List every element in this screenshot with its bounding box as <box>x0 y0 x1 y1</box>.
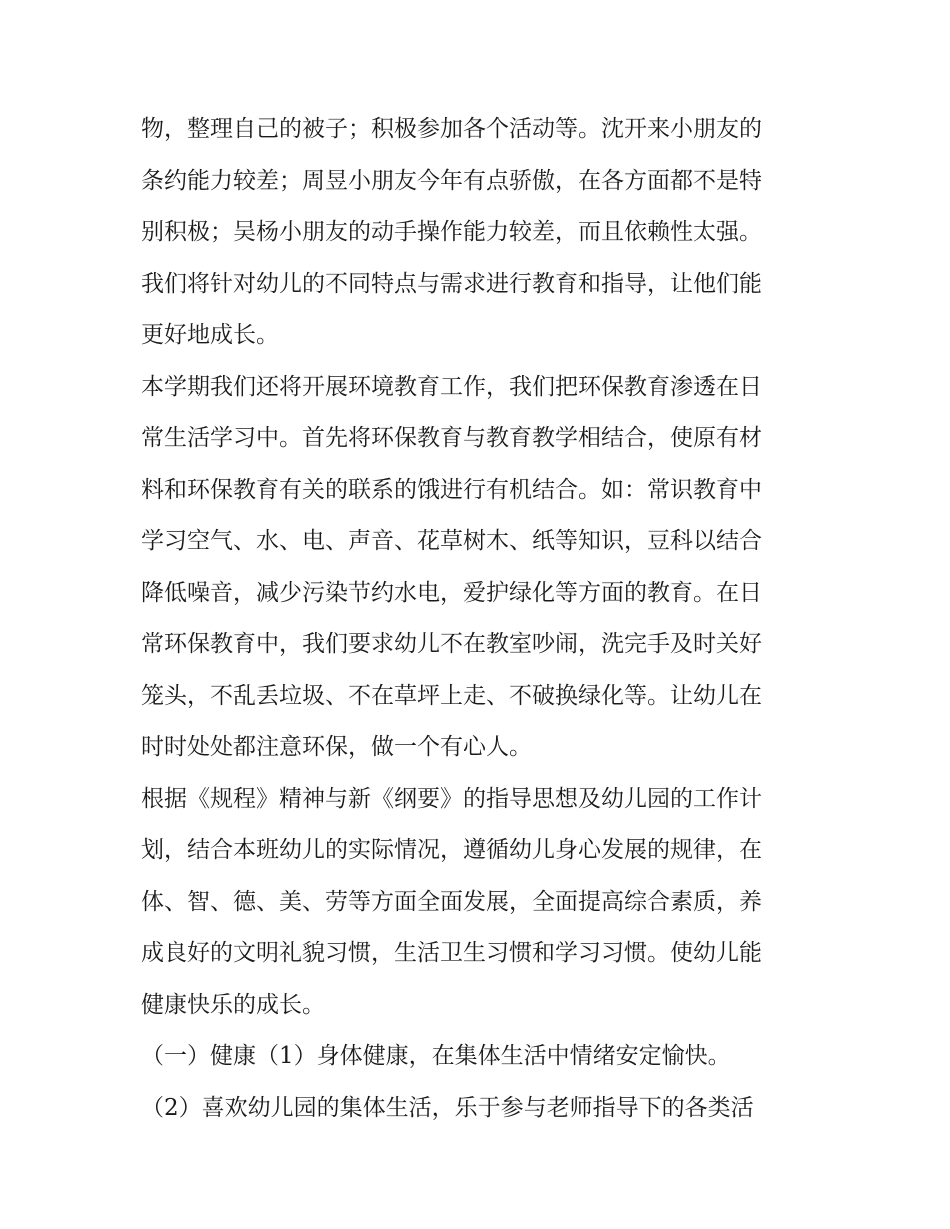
text-line: 本学期我们还将开展环境教育工作，我们把环保教育渗透在日 <box>141 373 762 400</box>
text-line: 料和环保教育有关的联系的饿进行有机结合。如：常识教育中 <box>141 476 762 503</box>
text-line: 物，整理自己的被子；积极参加各个活动等。沈开来小朋友的 <box>141 116 762 142</box>
text-line: 常环保教育中，我们要求幼儿不在教室吵闹，洗完手及时关好 <box>141 631 762 657</box>
text-line: 条约能力较差；周昱小朋友今年有点骄傲，在各方面都不是特 <box>141 167 762 194</box>
document-body <box>141 104 813 1134</box>
text-line: 根据《规程》精神与新《纲要》的指导思想及幼儿园的工作计 <box>141 785 762 812</box>
text-line: 体、智、德、美、劳等方面全面发展，全面提高综合素质，养 <box>141 888 762 915</box>
text-line: 划，结合本班幼儿的实际情况，遵循幼儿身心发展的规律，在 <box>141 837 762 863</box>
text-line: （2）喜欢幼儿园的集体生活，乐于参与老师指导下的各类活 <box>141 1094 754 1121</box>
text-line: （一）健康（1）身体健康，在集体生活中情绪安定愉快。 <box>141 1043 731 1069</box>
text-line: 别积极；吴杨小朋友的动手操作能力较差，而且依赖性太强。 <box>141 219 762 245</box>
text-line: 笼头，不乱丢垃圾、不在草坪上走、不破换绿化等。让幼儿在 <box>141 682 762 709</box>
text-line: 健康快乐的成长。 <box>141 991 325 1018</box>
text-line: 成良好的文明礼貌习惯，生活卫生习惯和学习习惯。使幼儿能 <box>141 940 762 966</box>
text-line: 时时处处都注意环保，做一个有心人。 <box>141 734 532 760</box>
text-line: 常生活学习中。首先将环保教育与教育教学相结合，使原有材 <box>141 425 762 451</box>
text-line: 学习空气、水、电、声音、花草树木、纸等知识，豆科以结合 <box>141 528 762 554</box>
text-line: 更好地成长。 <box>141 322 279 348</box>
text-line: 降低噪音，减少污染节约水电，爱护绿化等方面的教育。在日 <box>141 579 762 606</box>
text-line: 我们将针对幼儿的不同特点与需求进行教育和指导，让他们能 <box>141 270 762 297</box>
